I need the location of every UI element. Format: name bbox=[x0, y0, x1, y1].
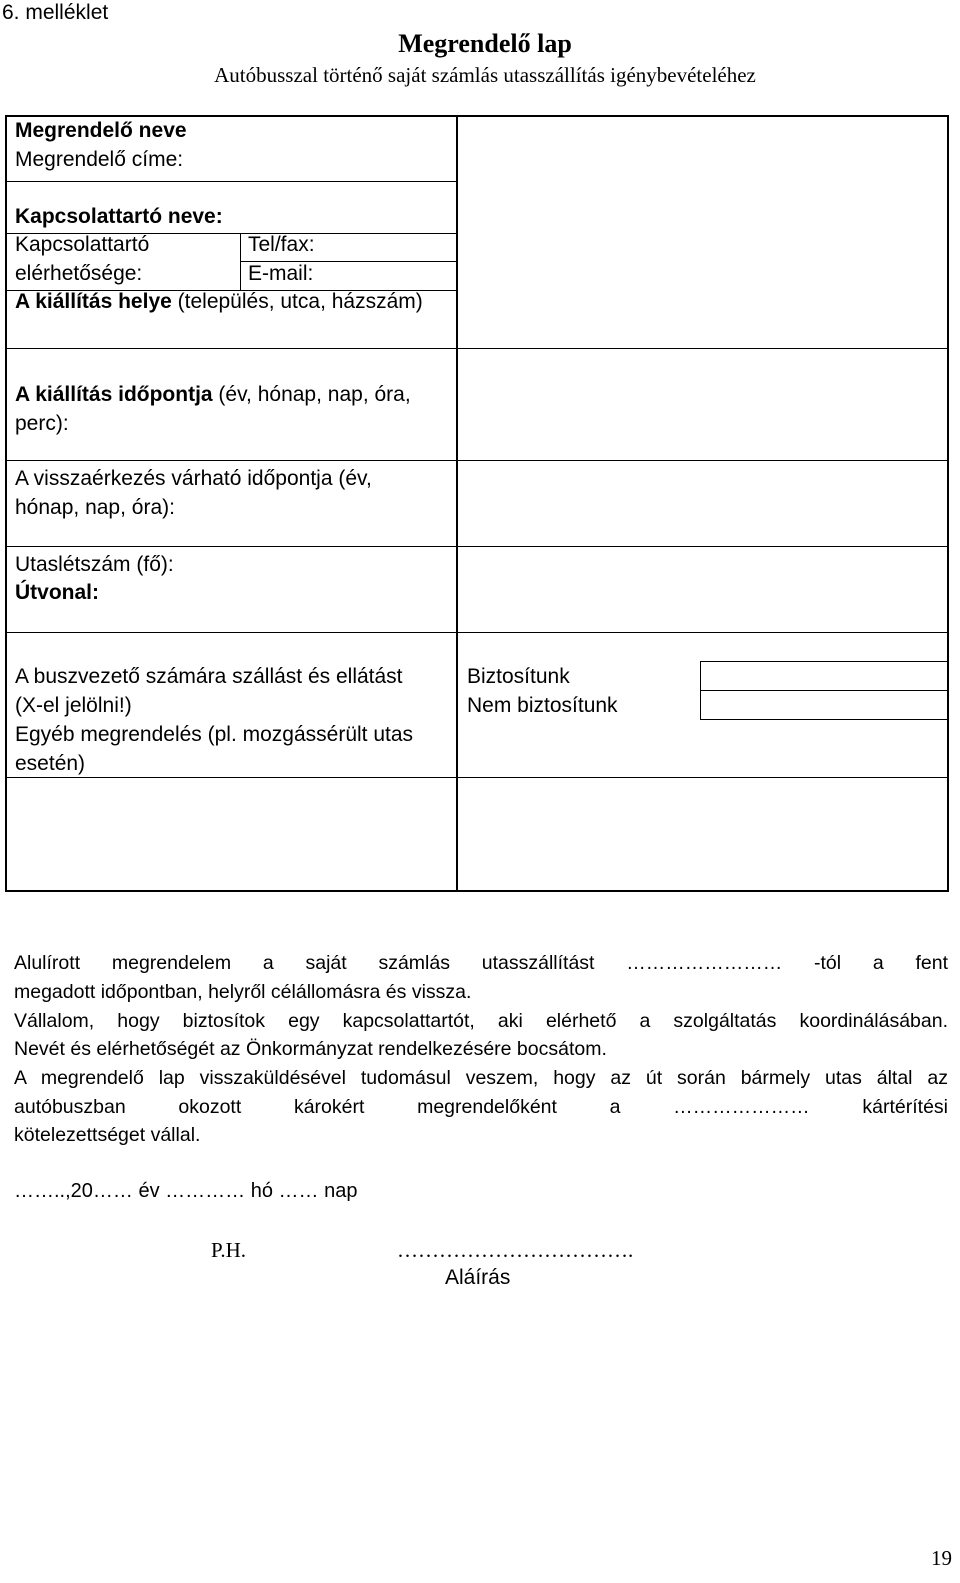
return-time-field[interactable] bbox=[458, 461, 947, 545]
signature-line: ……………………………. bbox=[397, 1238, 634, 1262]
stamp-label: P.H. bbox=[211, 1238, 247, 1262]
row-divider-address bbox=[5, 181, 458, 182]
return-time-label-1: A visszaérkezés várható időpontja (év, bbox=[15, 467, 372, 490]
annex-label: 6. melléklet bbox=[2, 1, 109, 24]
passengers-route-field[interactable] bbox=[458, 547, 947, 631]
signature-label: Aláírás bbox=[445, 1266, 511, 1289]
exhibit-time-label bbox=[15, 380, 411, 409]
provide-option-label: Biztosítunk bbox=[467, 665, 570, 688]
exhibit-time-label-2: perc): bbox=[15, 412, 69, 435]
not-provide-checkbox[interactable] bbox=[701, 691, 947, 719]
page-title: Megrendelő lap bbox=[398, 29, 572, 58]
exhibit-time-field[interactable] bbox=[458, 349, 947, 459]
exhibit-place-label bbox=[15, 287, 423, 316]
statement-p2-line1: Vállalom, hogy biztosítok egy kapcsolattartót, aki elérhető a szolgáltatás koordinálásában. bbox=[14, 1010, 948, 1032]
passengers-label: Utaslétszám (fő): bbox=[15, 553, 174, 576]
statement-p1-line1: Alulírott megrendelem a saját számlás utasszállítást …………………… -tól a fent bbox=[14, 952, 948, 974]
orderer-name-label: Megrendelő neve bbox=[15, 119, 187, 142]
exhibit-time-label-rest: (év, hónap, nap, óra, bbox=[212, 383, 411, 406]
other-order-field[interactable] bbox=[458, 778, 947, 889]
email-label: E-mail: bbox=[248, 262, 314, 285]
statement-p3-line3: kötelezettséget vállal. bbox=[14, 1124, 201, 1146]
table-border-right bbox=[947, 115, 949, 892]
route-label: Útvonal: bbox=[15, 581, 99, 604]
tel-fax-label: Tel/fax: bbox=[248, 233, 315, 256]
exhibit-place-label-rest: (település, utca, házszám) bbox=[171, 290, 423, 313]
contact-reach-label-1: Kapcsolattartó bbox=[15, 233, 150, 256]
row-divider-route bbox=[5, 632, 949, 633]
contact-reach-label-2: elérhetősége: bbox=[15, 262, 143, 285]
driver-lodging-label-1: A buszvezető számára szállást és ellátást bbox=[15, 665, 403, 688]
other-order-label-2: esetén) bbox=[15, 752, 86, 775]
page-subtitle: Autóbusszal történő saját számlás utasszállítás igénybevételéhez bbox=[214, 63, 756, 87]
table-border-bottom bbox=[5, 890, 949, 892]
date-line: ……..,20…… év ………… hó …… nap bbox=[14, 1180, 358, 1202]
exhibit-place-label-bold: A kiállítás helye bbox=[15, 290, 172, 313]
statement-p3-line2: autóbuszban okozott károkért megrendelőként a ………………… kártérítési bbox=[14, 1096, 948, 1118]
exhibit-time-label-bold: A kiállítás időpontja bbox=[15, 383, 213, 406]
driver-lodging-label-2: (X-el jelölni!) bbox=[15, 694, 132, 717]
provide-checkbox[interactable] bbox=[701, 662, 947, 690]
statement-p2-line2: Nevét és elérhetőségét az Önkormányzat rendelkezésére bocsátom. bbox=[14, 1038, 607, 1060]
statement-p3-line1: A megrendelő lap visszaküldésével tudomásul veszem, hogy az út során bármely utas által az bbox=[14, 1067, 948, 1089]
checkbox-bottom bbox=[700, 719, 949, 720]
page-number: 19 bbox=[931, 1546, 952, 1570]
orderer-address-label: Megrendelő címe: bbox=[15, 148, 184, 171]
statement-p1-line2: megadott időpontban, helyről célállomásra és vissza. bbox=[14, 981, 472, 1003]
table-border-left bbox=[5, 115, 7, 892]
return-time-label-2: hónap, nap, óra): bbox=[15, 496, 175, 519]
contact-name-label: Kapcsolattartó neve: bbox=[15, 205, 223, 228]
not-provide-option-label: Nem biztosítunk bbox=[467, 694, 618, 717]
other-order-label-1: Egyéb megrendelés (pl. mozgássérült utas bbox=[15, 723, 414, 746]
orderer-details-field[interactable] bbox=[458, 117, 947, 347]
